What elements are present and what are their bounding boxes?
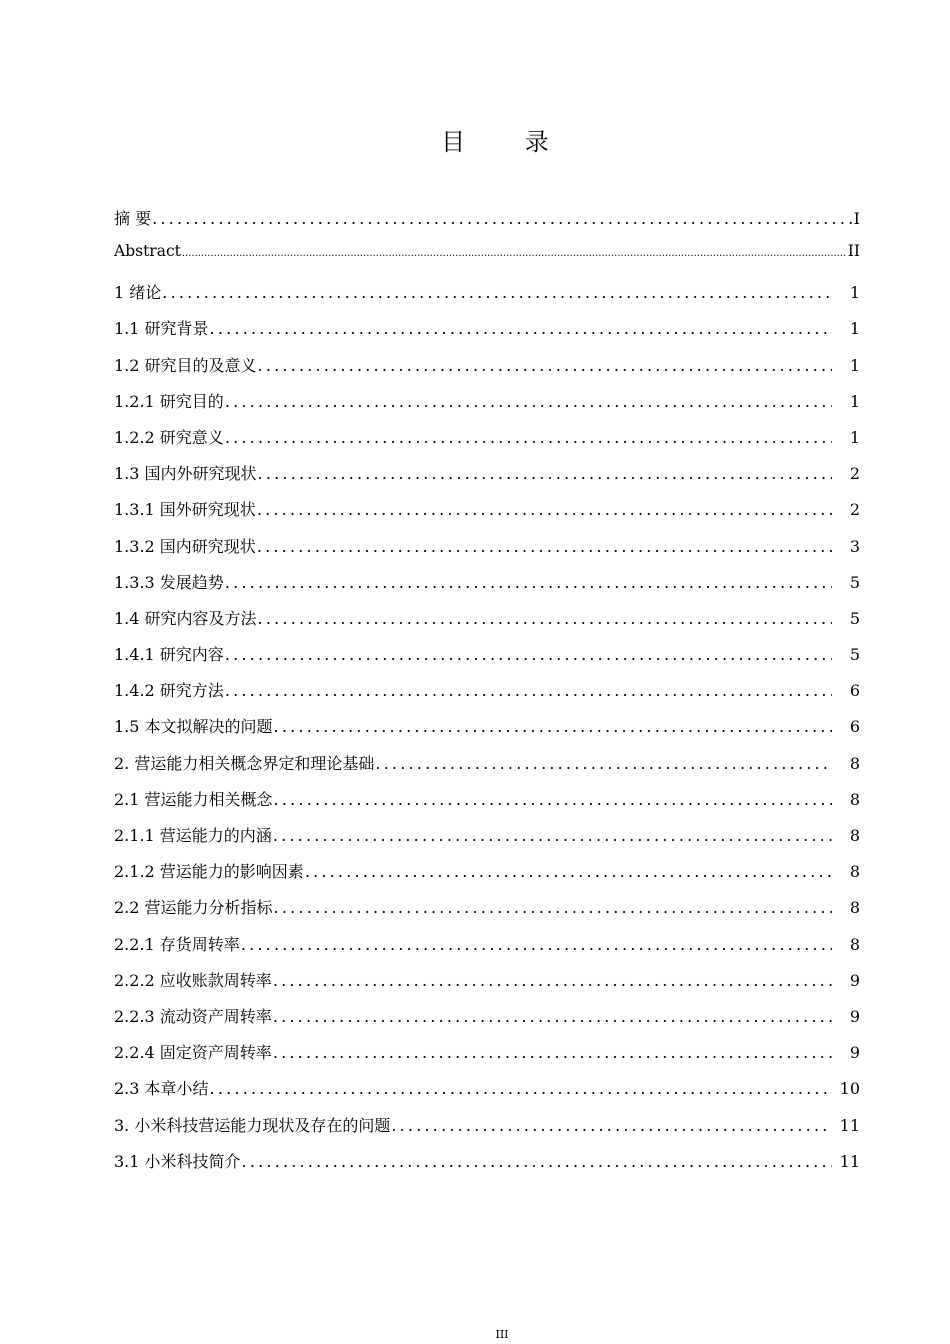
dot-leader bbox=[273, 1007, 832, 1026]
toc-entry-label: 1 绪论 bbox=[114, 283, 162, 303]
toc-entry[interactable] bbox=[114, 932, 860, 968]
toc-entry-abstract-cn[interactable] bbox=[114, 206, 860, 242]
dot-leader bbox=[241, 935, 832, 954]
toc-entry-page: 1 bbox=[849, 283, 860, 303]
toc-entry-page: 8 bbox=[849, 898, 860, 918]
toc-entry-label: 2.2.4 固定资产周转率 bbox=[114, 1043, 272, 1063]
toc-entry-page: 9 bbox=[849, 970, 860, 990]
toc-entry[interactable] bbox=[114, 714, 860, 750]
toc-entry[interactable] bbox=[114, 1004, 860, 1040]
toc-entry-page: 8 bbox=[849, 789, 860, 809]
toc-entry[interactable] bbox=[114, 534, 860, 570]
toc-entry-label: 2. 营运能力相关概念界定和理论基础 bbox=[114, 753, 375, 773]
toc-entry[interactable] bbox=[114, 787, 860, 823]
toc-entry-page: 8 bbox=[849, 862, 860, 882]
toc-entry-label: 2.1.1 营运能力的内涵 bbox=[114, 826, 272, 845]
dot-leader bbox=[305, 862, 832, 881]
toc-entry-page: 1 bbox=[849, 355, 860, 375]
toc-entry-page: I bbox=[853, 209, 860, 228]
toc-entry-page: 1 bbox=[849, 391, 860, 411]
dot-leader bbox=[274, 790, 832, 809]
toc-entry-page: 3 bbox=[849, 536, 860, 556]
toc-entry[interactable] bbox=[114, 316, 860, 352]
toc-entry-label: 1.3.1 国外研究现状 bbox=[114, 500, 256, 520]
toc-entry-label: 1.4 研究内容及方法 bbox=[114, 608, 257, 628]
toc-entry-page: 6 bbox=[849, 717, 860, 737]
toc-entry-label: Abstract bbox=[114, 242, 181, 261]
toc-entry-label: 1.2.1 研究目的 bbox=[114, 391, 224, 411]
toc-entry-label: 3. 小米科技营运能力现状及存在的问题 bbox=[114, 1115, 391, 1135]
dot-leader bbox=[273, 1043, 832, 1062]
toc-entry-label: 1.2.2 研究意义 bbox=[114, 427, 224, 447]
toc-entry-label: 2.2.2 应收账款周转率 bbox=[114, 970, 272, 990]
dot-leader bbox=[257, 500, 832, 519]
toc-entry-label: 2.1 营运能力相关概念 bbox=[114, 789, 273, 809]
toc-entry-label: 2.1.2 营运能力的影响因素 bbox=[114, 862, 304, 882]
toc-entry-page: 6 bbox=[849, 681, 860, 701]
toc-entry-page: 5 bbox=[849, 645, 860, 665]
toc-entry-page: 2 bbox=[849, 464, 860, 484]
toc-entry-label: 3.1 小米科技简介 bbox=[114, 1151, 241, 1171]
toc-entry-page: 5 bbox=[849, 572, 860, 592]
dot-leader bbox=[258, 609, 832, 628]
toc-entry[interactable] bbox=[114, 1113, 860, 1149]
toc-entry[interactable] bbox=[114, 1076, 860, 1112]
dot-leader bbox=[162, 283, 832, 302]
dot-leader bbox=[242, 1152, 832, 1171]
toc-entry-label: 1.3.3 发展趋势 bbox=[114, 572, 224, 592]
dot-leader bbox=[225, 392, 832, 411]
toc-entry-label: 1.1 研究背景 bbox=[114, 319, 209, 339]
toc-entry[interactable] bbox=[114, 1040, 860, 1076]
toc-entry-label: 摘 要 bbox=[114, 209, 152, 228]
dot-leader bbox=[225, 645, 832, 664]
toc-entry[interactable] bbox=[114, 895, 860, 931]
toc-entry[interactable] bbox=[114, 1149, 860, 1185]
toc-entry-page: 11 bbox=[839, 1151, 860, 1171]
toc-entry-page: 8 bbox=[849, 934, 860, 954]
toc-entry-page: 1 bbox=[849, 427, 860, 447]
toc-entry-abstract-en[interactable] bbox=[114, 242, 860, 280]
toc-entry-page: 8 bbox=[849, 826, 860, 845]
toc-entry[interactable] bbox=[114, 678, 860, 714]
toc-entry-page: 10 bbox=[839, 1079, 860, 1099]
toc-entry-label: 2.2 营运能力分析指标 bbox=[114, 898, 273, 918]
toc-entry-label: 1.5 本文拟解决的问题 bbox=[114, 717, 273, 737]
dot-leader bbox=[274, 717, 832, 736]
page-title: 目 录 bbox=[441, 128, 575, 156]
toc-entry[interactable] bbox=[114, 968, 860, 1004]
toc-entry[interactable] bbox=[114, 859, 860, 895]
toc-entry[interactable] bbox=[114, 606, 860, 642]
dot-leader bbox=[225, 681, 832, 700]
toc-entry-label: 2.2.1 存货周转率 bbox=[114, 934, 240, 954]
dot-leader bbox=[210, 1079, 832, 1098]
dot-leader bbox=[258, 464, 832, 483]
toc-entry-label: 1.3 国内外研究现状 bbox=[114, 464, 257, 484]
table-of-contents bbox=[114, 206, 860, 1185]
toc-entry-page: 9 bbox=[849, 1043, 860, 1063]
dot-leader bbox=[257, 537, 832, 556]
dot-leader bbox=[391, 1116, 832, 1135]
dot-leader bbox=[225, 573, 832, 592]
dot-leader bbox=[225, 428, 832, 447]
dot-leader bbox=[273, 826, 832, 845]
toc-entry-page: 2 bbox=[849, 500, 860, 520]
dot-leader bbox=[273, 971, 832, 990]
toc-entry[interactable] bbox=[114, 497, 860, 533]
toc-entry-page: II bbox=[847, 242, 860, 261]
toc-entry[interactable] bbox=[114, 642, 860, 678]
dot-leader bbox=[258, 356, 832, 375]
toc-entry[interactable] bbox=[114, 751, 860, 787]
toc-entry-label: 1.4.2 研究方法 bbox=[114, 681, 224, 701]
dot-leader bbox=[274, 898, 832, 917]
toc-entry[interactable] bbox=[114, 353, 860, 389]
toc-entry-page: 1 bbox=[849, 319, 860, 339]
dot-leader bbox=[210, 319, 832, 338]
page-number: III bbox=[495, 1328, 509, 1341]
toc-entry-label: 1.2 研究目的及意义 bbox=[114, 355, 257, 375]
toc-entry-label: 1.4.1 研究内容 bbox=[114, 645, 224, 665]
toc-entry-label: 2.2.3 流动资产周转率 bbox=[114, 1006, 272, 1026]
dot-leader bbox=[375, 754, 832, 773]
toc-entry-page: 9 bbox=[849, 1006, 860, 1026]
dot-leader bbox=[182, 248, 846, 259]
toc-entry[interactable] bbox=[114, 389, 860, 425]
toc-entry[interactable] bbox=[114, 280, 860, 316]
toc-entry-page: 5 bbox=[849, 608, 860, 628]
toc-entry[interactable] bbox=[114, 823, 860, 859]
dot-leader bbox=[152, 209, 852, 228]
toc-entry-label: 2.3 本章小结 bbox=[114, 1079, 209, 1099]
toc-entry[interactable] bbox=[114, 425, 860, 461]
toc-entry-label: 1.3.2 国内研究现状 bbox=[114, 536, 256, 556]
toc-entry-page: 8 bbox=[849, 753, 860, 773]
toc-entry-page: 11 bbox=[839, 1115, 860, 1135]
toc-entry[interactable] bbox=[114, 570, 860, 606]
toc-entry[interactable] bbox=[114, 461, 860, 497]
